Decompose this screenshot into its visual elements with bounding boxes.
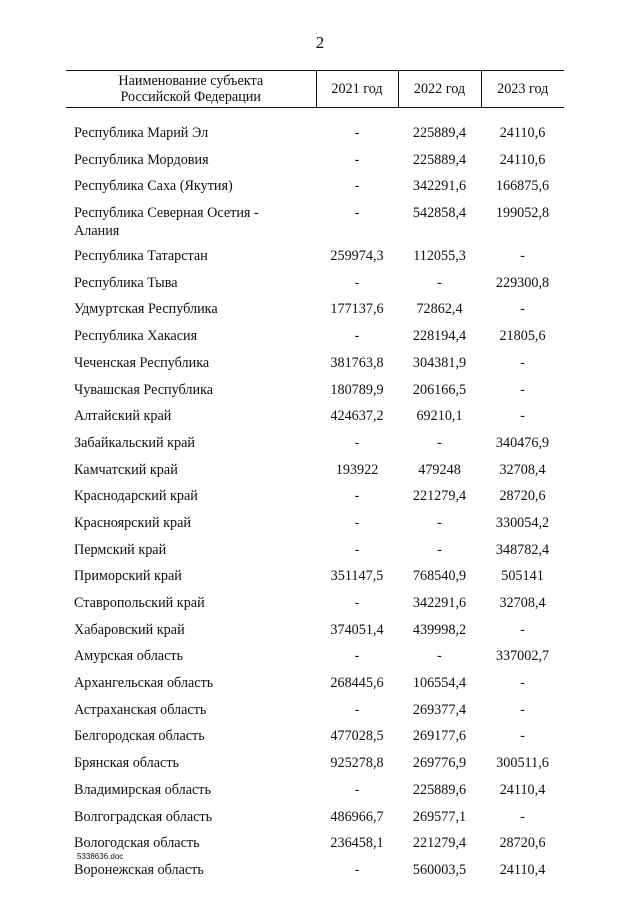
cell-value-2021: 925278,8 [330, 755, 384, 772]
table-row [66, 511, 564, 538]
header-year-2023: 2023 год [481, 71, 564, 108]
cell-value-2023: 199052,8 [495, 205, 550, 222]
cell-value-2022: 225889,6 [412, 781, 467, 798]
cell-value-2022: 269377,4 [412, 701, 467, 718]
cell-value-2022: 69210,1 [416, 408, 463, 425]
cell-value-2023: 166875,6 [495, 178, 550, 195]
cell-value-2023: - [520, 675, 525, 692]
cell-value-2022: 768540,9 [412, 568, 467, 585]
cell-value-2022: - [437, 648, 442, 665]
cell-value-2023: 300511,6 [496, 755, 549, 772]
cell-value-2022: 342291,6 [412, 595, 467, 611]
cell-value-2023: 24110,6 [499, 125, 546, 141]
cell-subject-name: Воронежская область [74, 861, 204, 878]
table-row [66, 351, 564, 378]
cell-value-2023: 32708,4 [499, 595, 546, 611]
cell-value-2021: - [354, 861, 360, 878]
table-row [66, 858, 564, 885]
table-row [66, 271, 564, 298]
cell-subject-name: Чеченская Республика [74, 354, 210, 371]
cell-value-2023: - [520, 301, 525, 318]
cell-value-2021: - [354, 434, 360, 451]
cell-value-2021: 351147,5 [330, 568, 384, 585]
page-number: 2 [315, 33, 325, 52]
cell-value-2021: - [354, 514, 360, 531]
cell-value-2022: 269776,9 [412, 755, 467, 772]
cell-value-2021: 477028,5 [330, 728, 384, 745]
table-header-row [66, 71, 564, 108]
cell-value-2023: 337002,7 [495, 648, 550, 665]
cell-value-2022: 304381,9 [412, 354, 467, 371]
table-row [66, 698, 564, 725]
table-row [66, 618, 564, 645]
cell-value-2021: - [354, 328, 360, 345]
cell-value-2022: - [437, 434, 442, 451]
table-row [66, 297, 564, 324]
cell-value-2021: 236458,1 [330, 835, 384, 852]
cell-value-2022: 221279,4 [412, 488, 467, 505]
cell-value-2021: - [354, 274, 360, 291]
table-row [66, 591, 564, 618]
cell-value-2021: - [354, 541, 360, 558]
cell-value-2023: 24110,4 [499, 861, 546, 878]
cell-value-2021: - [354, 648, 360, 665]
cell-value-2023: 28720,6 [499, 488, 546, 505]
cell-subject-name: Волгоградская область [74, 808, 213, 825]
cell-value-2022: 106554,4 [412, 675, 467, 692]
cell-subject-name: Чувашская Республика [74, 381, 214, 398]
cell-value-2023: 28720,6 [499, 835, 546, 852]
cell-value-2021: - [354, 595, 360, 611]
cell-value-2021: 486966,7 [330, 808, 384, 825]
cell-subject-name: Приморский край [74, 568, 182, 585]
cell-subject-name: Ставропольский край [74, 595, 205, 611]
cell-value-2022: 560003,5 [412, 861, 467, 878]
header-spacer [66, 108, 564, 122]
cell-value-2021: 259974,3 [330, 248, 384, 265]
cell-subject-name: Алтайский край [74, 408, 172, 425]
cell-value-2021: - [354, 125, 360, 141]
table-row [66, 805, 564, 832]
document-filename: 5338636.doc [77, 852, 124, 861]
cell-value-2021: 180789,9 [330, 381, 384, 398]
cell-value-2022: 206166,5 [412, 381, 467, 398]
table-row [66, 751, 564, 778]
cell-value-2021: - [354, 781, 360, 798]
cell-value-2022: 112055,3 [413, 248, 466, 265]
cell-value-2023: 505141 [501, 568, 544, 585]
cell-value-2023: 21805,6 [499, 328, 546, 345]
cell-value-2023: 229300,8 [495, 274, 550, 291]
cell-subject-name: Амурская область [74, 648, 184, 665]
table-row [66, 671, 564, 698]
cell-value-2022: 72862,4 [416, 301, 463, 318]
cell-value-2021: 381763,8 [330, 354, 384, 371]
cell-value-2023: - [520, 408, 525, 425]
cell-value-2023: 340476,9 [495, 434, 550, 451]
cell-value-2021: 374051,4 [330, 621, 384, 638]
cell-subject-name: Удмуртская Республика [74, 301, 218, 318]
cell-value-2023: - [520, 621, 525, 638]
cell-value-2021: - [354, 205, 360, 222]
cell-subject-name: Республика Северная Осетия - Алания [74, 205, 259, 240]
table-row [66, 121, 564, 148]
cell-value-2021: 424637,2 [330, 408, 384, 425]
cell-subject-name: Архангельская область [74, 675, 214, 692]
cell-value-2023: - [520, 381, 525, 398]
cell-value-2023: 32708,4 [499, 461, 546, 478]
cell-value-2022: 225889,4 [412, 151, 467, 168]
header-subject-name: Наименование субъекта Российской Федерации [66, 71, 316, 108]
table-row [66, 148, 564, 175]
table-row [66, 538, 564, 565]
cell-value-2023: 348782,4 [495, 541, 550, 558]
table-row [66, 431, 564, 458]
budget-table-container [66, 70, 564, 885]
cell-subject-name: Владимирская область [74, 781, 211, 798]
cell-value-2022: 479248 [418, 461, 461, 478]
cell-value-2023: 330054,2 [495, 514, 550, 531]
cell-value-2021: 268445,6 [330, 675, 384, 692]
cell-value-2023: - [520, 701, 525, 718]
cell-value-2022: 221279,4 [412, 835, 467, 852]
cell-subject-name: Белгородская область [74, 728, 205, 745]
cell-value-2023: 24110,6 [499, 151, 546, 168]
cell-value-2022: 342291,6 [412, 178, 467, 195]
budget-table [66, 70, 564, 885]
cell-value-2023: - [520, 248, 525, 265]
cell-subject-name: Краснодарский край [74, 488, 198, 505]
cell-value-2022: - [437, 514, 442, 531]
cell-value-2021: - [354, 151, 360, 168]
cell-subject-name: Забайкальский край [74, 434, 195, 451]
table-row [66, 564, 564, 591]
cell-value-2021: - [354, 178, 360, 195]
table-row [66, 831, 564, 858]
cell-value-2021: - [354, 488, 360, 505]
cell-value-2022: 269577,1 [412, 808, 467, 825]
table-body [66, 108, 564, 885]
cell-subject-name: Республика Тыва [74, 274, 178, 291]
cell-value-2022: - [437, 274, 442, 291]
cell-value-2021: 193922 [335, 461, 379, 478]
table-row [66, 458, 564, 485]
table-row [66, 174, 564, 201]
cell-value-2022: 225889,4 [412, 125, 467, 141]
cell-subject-name: Брянская область [74, 755, 180, 772]
cell-subject-name: Хабаровский край [74, 621, 185, 638]
cell-subject-name: Красноярский край [74, 514, 191, 531]
cell-value-2022: 542858,4 [412, 205, 467, 222]
cell-subject-name: Республика Хакасия [74, 328, 198, 345]
cell-value-2023: - [520, 808, 525, 825]
table-row [66, 484, 564, 511]
cell-value-2023: - [520, 728, 525, 745]
cell-subject-name: Республика Марий Эл [74, 125, 209, 141]
header-year-2021: 2021 год [316, 71, 398, 108]
cell-subject-name: Республика Саха (Якутия) [74, 178, 233, 195]
table-row [66, 404, 564, 431]
cell-value-2021: - [354, 701, 360, 718]
cell-subject-name: Республика Татарстан [74, 248, 208, 265]
table-row [66, 244, 564, 271]
cell-subject-name: Пермский край [74, 541, 167, 558]
table-row [66, 644, 564, 671]
cell-subject-name: Астраханская область [74, 701, 207, 718]
cell-subject-name: Республика Мордовия [74, 151, 209, 168]
header-year-2022: 2022 год [398, 71, 481, 108]
table-row [66, 778, 564, 805]
table-row [66, 724, 564, 751]
cell-value-2022: - [437, 541, 442, 558]
cell-value-2023: 24110,4 [499, 781, 546, 798]
cell-subject-name: Камчатский край [74, 461, 178, 478]
cell-value-2022: 228194,4 [412, 328, 467, 345]
table-row [66, 201, 564, 244]
table-row [66, 324, 564, 351]
cell-value-2021: 177137,6 [330, 301, 384, 318]
cell-value-2023: - [520, 354, 525, 371]
cell-value-2022: 269177,6 [412, 728, 467, 745]
cell-value-2022: 439998,2 [412, 621, 467, 638]
cell-subject-name: Вологодская область [74, 835, 200, 852]
table-row [66, 378, 564, 405]
